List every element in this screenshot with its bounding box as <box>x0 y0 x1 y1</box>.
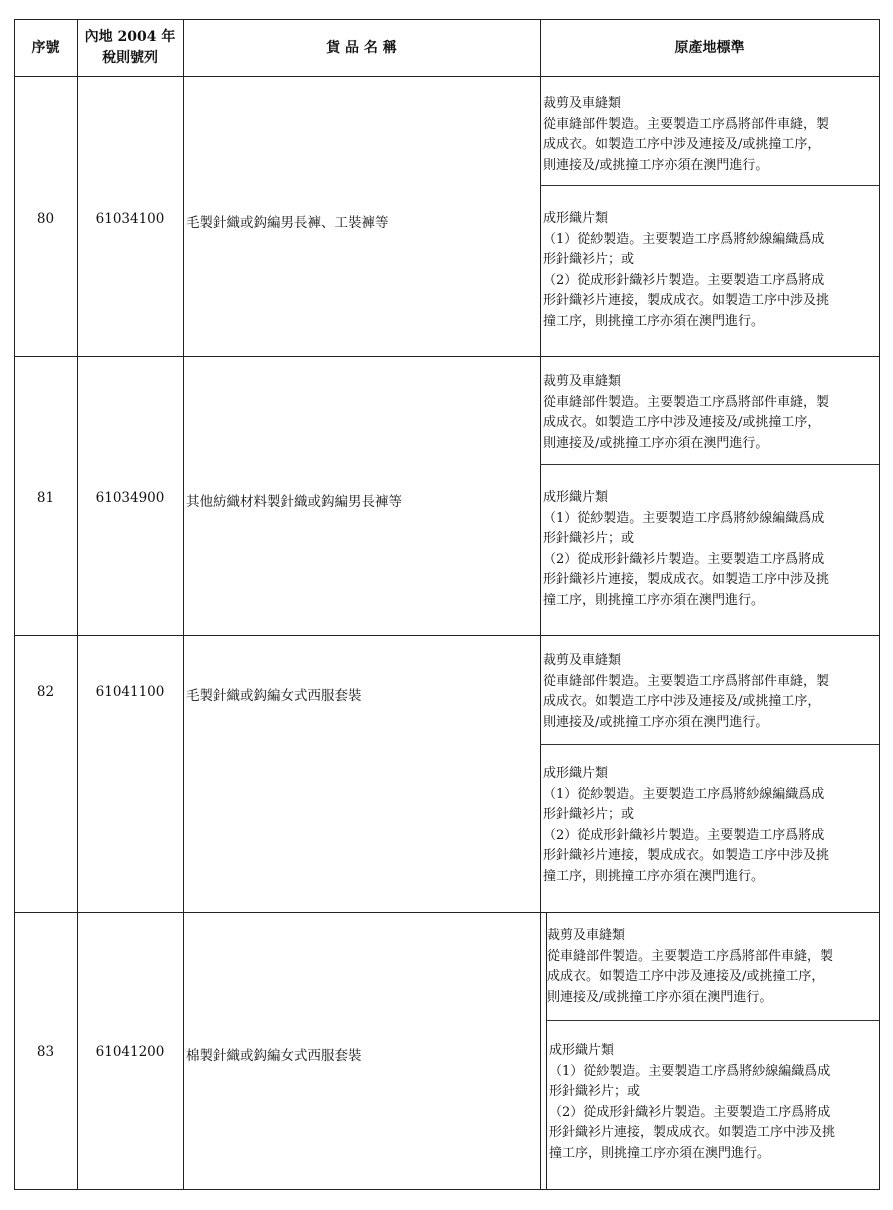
origin-rule-fully-fashioned <box>543 209 829 332</box>
rule-line: 則連接及/或挑撞工序亦須在澳門進行。 <box>543 157 769 173</box>
rule-line: 成成衣。如製造工序中涉及連接及/或挑撞工序， <box>543 415 821 430</box>
row-code: 61034100 <box>95 211 165 227</box>
rule-line: 形針織衫片連接，製成成衣。如製造工序中涉及挑 <box>543 848 830 863</box>
rule-line: 裁剪及車縫類 <box>543 374 622 389</box>
rule-line: 從車縫部件製造。主要製造工序爲將部件車縫，製 <box>543 116 830 132</box>
rule-line: 成形織片類 <box>549 1043 615 1058</box>
rule-line: （1）從紗製造。主要製造工序爲將紗線編織爲成 <box>543 786 825 802</box>
rule-line: 撞工序，則挑撞工序亦須在澳門進行。 <box>549 1145 771 1161</box>
row-goods-name: 毛製針織或鈎編女式西服套裝 <box>186 688 362 704</box>
rule-separator <box>540 464 879 465</box>
header-name: 貨 品 名 稱 <box>326 40 397 56</box>
rule-line: 形針織衫片；或 <box>543 807 635 822</box>
row-seq: 83 <box>36 1044 55 1060</box>
row-seq: 82 <box>36 684 55 700</box>
column-divider <box>77 19 78 1189</box>
rule-line: 從車縫部件製造。主要製造工序爲將部件車縫，製 <box>543 673 830 689</box>
row-code: 61034900 <box>95 490 165 506</box>
rule-line: （2）從成形針織衫片製造。主要製造工序爲將成 <box>543 551 825 567</box>
rule-line: 成形織片類 <box>543 766 609 781</box>
rule-line: 則連接及/或挑撞工序亦須在澳門進行。 <box>547 989 773 1005</box>
rule-line: 則連接及/或挑撞工序亦須在澳門進行。 <box>543 714 769 730</box>
rule-line: 從車縫部件製造。主要製造工序爲將部件車縫，製 <box>547 948 834 964</box>
rule-line: （1）從紗製造。主要製造工序爲將紗線編織爲成 <box>543 510 825 526</box>
row-divider <box>14 635 880 636</box>
rule-line: 裁剪及車縫類 <box>543 653 622 668</box>
rule-line: （1）從紗製造。主要製造工序爲將紗線編織爲成 <box>549 1063 831 1079</box>
rule-line: 裁剪及車縫類 <box>543 96 622 111</box>
rule-line: 成形織片類 <box>543 211 609 226</box>
table-left-border <box>14 19 15 1189</box>
table-right-border <box>879 19 880 1189</box>
row-seq: 80 <box>36 211 55 227</box>
header-origin: 原產地標準 <box>674 40 745 56</box>
table-bottom-border <box>14 1189 880 1190</box>
header-code-line2: 稅則號列 <box>102 50 158 66</box>
row-divider <box>14 356 880 357</box>
rule-line: 形針織衫片連接，製成成衣。如製造工序中涉及挑 <box>543 572 830 587</box>
header-bottom-border <box>14 76 880 77</box>
origin-rule-fully-fashioned <box>543 764 829 887</box>
rule-line: 成成衣。如製造工序中涉及連接及/或挑撞工序， <box>547 969 825 984</box>
rule-line: （2）從成形針織衫片製造。主要製造工序爲將成 <box>549 1104 831 1120</box>
origin-rule-cut-sew <box>543 651 829 733</box>
rule-line: 形針織衫片；或 <box>549 1084 641 1099</box>
rule-line: 裁剪及車縫類 <box>547 928 626 943</box>
rule-line: 撞工序，則挑撞工序亦須在澳門進行。 <box>543 592 765 608</box>
column-divider <box>540 19 541 1189</box>
row-goods-name: 其他紡織材料製針織或鈎編男長褲等 <box>186 494 402 510</box>
rule-separator <box>546 1020 879 1021</box>
rule-separator <box>540 744 879 745</box>
origin-rule-fully-fashioned <box>543 488 829 611</box>
row-goods-name: 毛製針織或鈎編男長褲、工裝褲等 <box>186 215 389 231</box>
rule-box-left-edge <box>546 912 547 1189</box>
rule-line: 撞工序，則挑撞工序亦須在澳門進行。 <box>543 313 765 329</box>
origin-rule-cut-sew <box>547 926 833 1008</box>
row-code: 61041100 <box>95 684 165 700</box>
origin-rule-cut-sew <box>543 372 829 454</box>
rule-line: 成成衣。如製造工序中涉及連接及/或挑撞工序， <box>543 694 821 709</box>
rule-line: 從車縫部件製造。主要製造工序爲將部件車縫，製 <box>543 394 830 410</box>
row-divider <box>14 912 880 913</box>
rule-line: 形針織衫片；或 <box>543 252 635 267</box>
rule-line: 形針織衫片連接，製成成衣。如製造工序中涉及挑 <box>543 293 830 308</box>
rule-line: 形針織衫片連接，製成成衣。如製造工序中涉及挑 <box>549 1125 836 1140</box>
row-goods-name: 棉製針織或鈎編女式西服套裝 <box>186 1048 362 1064</box>
rule-line: （1）從紗製造。主要製造工序爲將紗線編織爲成 <box>543 231 825 247</box>
origin-rule-fully-fashioned <box>549 1041 835 1164</box>
rule-line: 形針織衫片；或 <box>543 531 635 546</box>
rule-line: （2）從成形針織衫片製造。主要製造工序爲將成 <box>543 827 825 843</box>
rule-line: （2）從成形針織衫片製造。主要製造工序爲將成 <box>543 272 825 288</box>
column-divider <box>183 19 184 1189</box>
rule-separator <box>540 185 879 186</box>
header-code-line1: 內地 2004 年 <box>84 29 176 45</box>
rule-line: 撞工序，則挑撞工序亦須在澳門進行。 <box>543 868 765 884</box>
rule-line: 成形織片類 <box>543 490 609 505</box>
row-code: 61041200 <box>95 1044 165 1060</box>
rule-line: 成成衣。如製造工序中涉及連接及/或挑撞工序， <box>543 137 821 152</box>
table-top-border <box>14 19 880 20</box>
origin-rule-cut-sew <box>543 94 829 176</box>
header-seq: 序號 <box>31 40 60 56</box>
rule-line: 則連接及/或挑撞工序亦須在澳門進行。 <box>543 435 769 451</box>
row-seq: 81 <box>36 490 55 506</box>
